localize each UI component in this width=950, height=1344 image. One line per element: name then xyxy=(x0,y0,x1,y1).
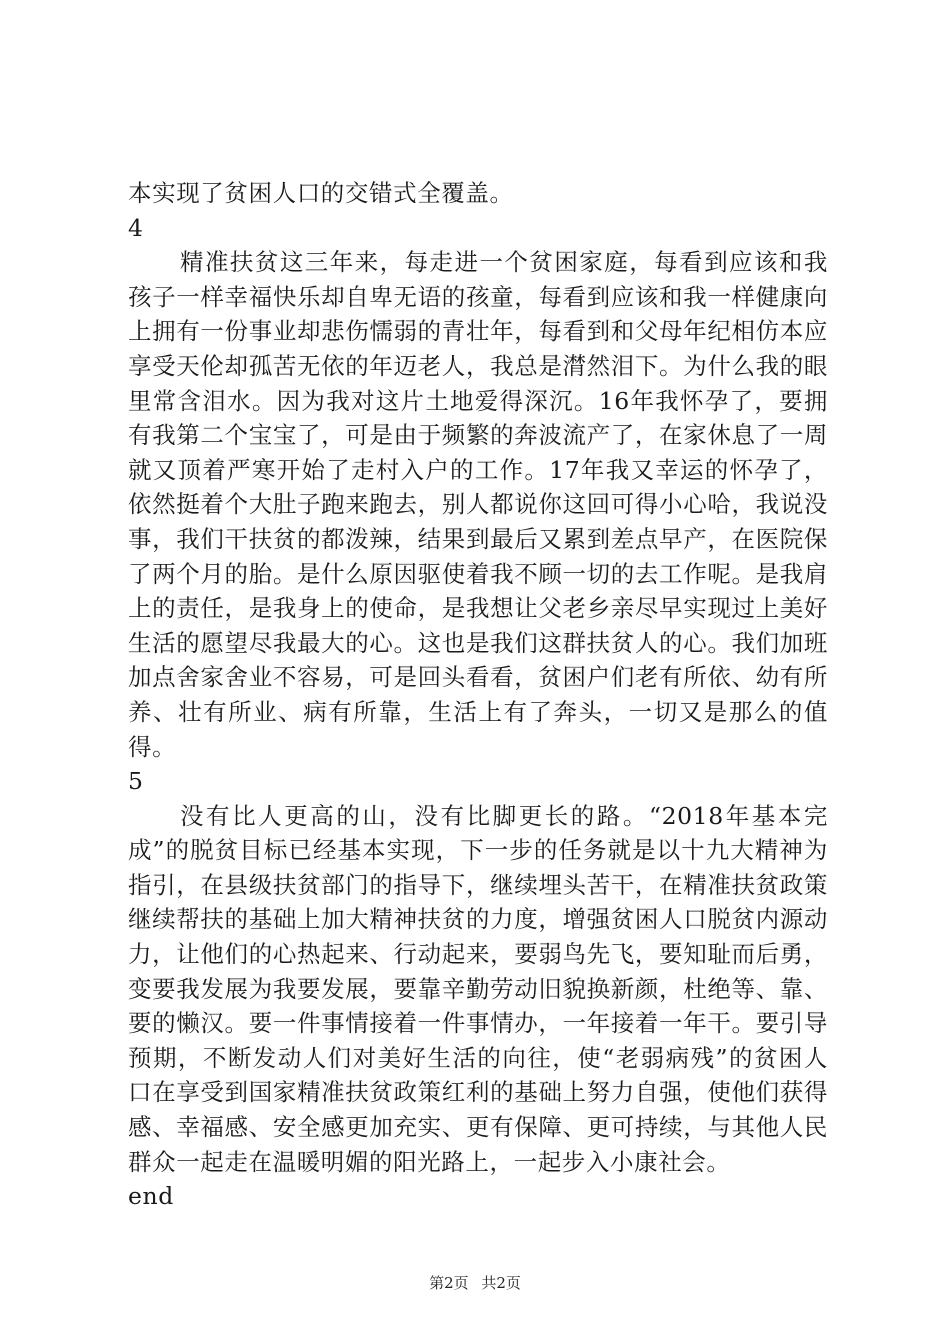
section-paragraph: 精准扶贫这三年来，每走进一个贫困家庭，每看到应该和我孩子一样幸福快乐却自卑无语的孩童，每看到应该和我一样健康向上拥有一份事业却悲伤懦弱的青壮年，每看到和父母年纪相仿本应享受天伦却孤苦无依的年迈老人，我总是潸然泪下。为什么我的眼里常含泪水。因为我对这片土地爱得深沉。16年我怀孕了，要拥有我第二个宝宝了，可是由于频繁的奔波流产了，在家休息了一周就又顶着严寒开始了走村入户的工作。17年我又幸运的怀孕了，依然挺着个大肚子跑来跑去，别人都说你这回可得小心哈，我说没事，我们干扶贫的都泼辣，结果到最后又累到差点早产，在医院保了两个月的胎。是什么原因驱使着我不顾一切的去工作呢。是我肩上的责任，是我身上的使命，是我想让父老乡亲尽早实现过上美好生活的愿望尽我最大的心。这也是我们这群扶贫人的心。我们加班加点舍家舍业不容易，可是回头看看，贫困户们老有所依、幼有所养、壮有所业、病有所靠，生活上有了奔头，一切又是那么的值得。 xyxy=(128,248,828,761)
continuation-paragraph: 本实现了贫困人口的交错式全覆盖。 xyxy=(128,179,514,207)
section-number: 4 xyxy=(128,213,144,242)
end-marker: end xyxy=(128,1182,174,1211)
page-number: 第2页 xyxy=(429,1274,469,1292)
section-paragraph: 没有比人更高的山，没有比脚更长的路。“2018年基本完成”的脱贫目标已经基本实现，下一步的任务就是以十九大精神为指引，在县级扶贫部门的指导下，继续埋头苦干，在精准扶贫政策继续帮扶的基础上加大精神扶贫的力度，增强贫困人口脱贫内源动力，让他们的心热起来、行动起来，要弱鸟先飞，要知耻而后勇，变要我发展为我要发展，要靠辛勤劳动旧貌换新颜，杜绝等、靠、要的懒汉。要一件事情接着一件事情办，一年接着一年干。要引导预期，不断发动人们对美好生活的向往，使“老弱病残”的贫困人口在享受到国家精准扶贫政策红利的基础上努力自强，使他们获得感、幸福感、安全感更加充实、更有保障、更可持续，与其他人民群众一起走在温暖明媚的阳光路上，一起步入小康社会。 xyxy=(128,801,828,1176)
page-total: 共2页 xyxy=(481,1274,521,1292)
page-footer xyxy=(0,1272,950,1293)
section-number: 5 xyxy=(128,767,144,796)
document-body xyxy=(128,176,828,1214)
